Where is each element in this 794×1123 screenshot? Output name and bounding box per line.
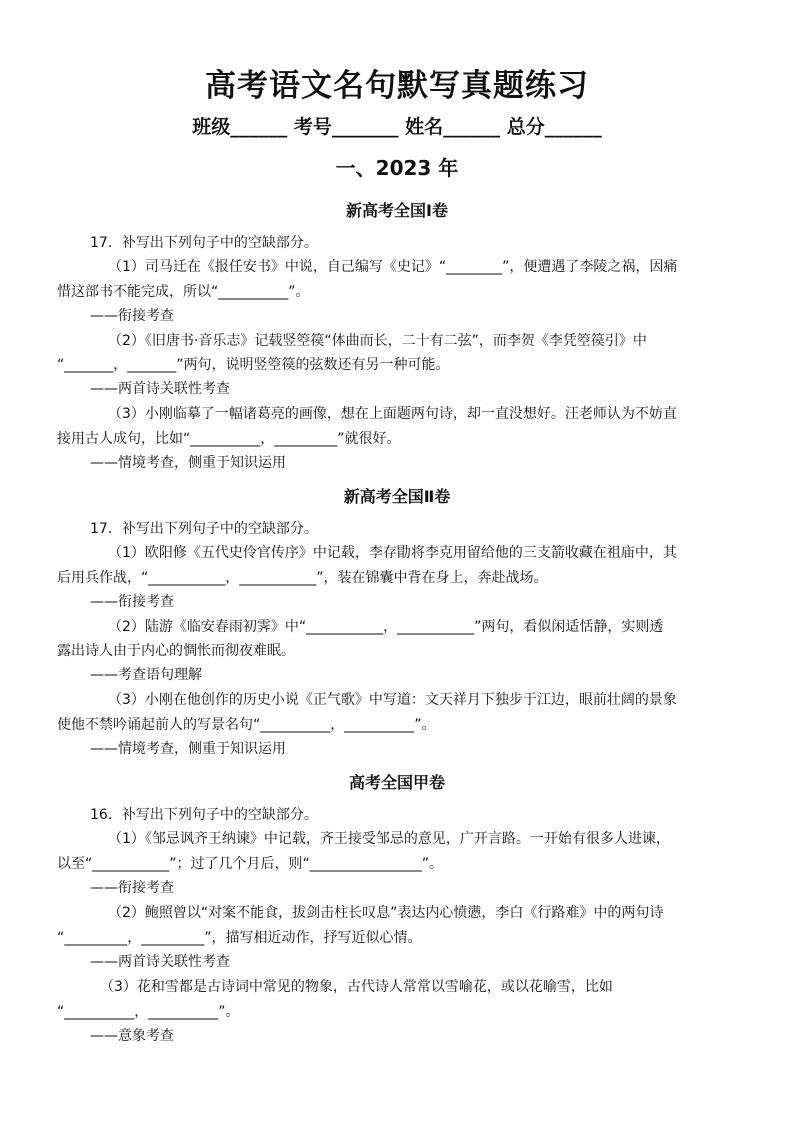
section-title: 一、2023 年: [335, 156, 459, 180]
vol2-q3-tag: ——情境考查，侧重于知识运用: [90, 741, 286, 757]
vol3-q2-line1: （2）鲍照曾以“对案不能食，拔剑击柱长叹息”表达内心愤懑，李白《行路难》中的两句诗: [108, 905, 664, 921]
number-label: 考号: [293, 116, 332, 138]
vol1-question: 17．补写出下列句子中的空缺部分。: [90, 235, 318, 251]
vol3-q3-line1: （3）花和雪都是古诗词中常见的物象，古代诗人常常以雪喻花，或以花喻雪，比如: [100, 979, 613, 995]
score-blank[interactable]: ______: [544, 116, 602, 138]
page-title: 高考语文名句默写真题练习: [205, 68, 589, 104]
vol2-q2-line1: （2）陆游《临安春雨初霁》中“___________，___________”两句，看似闲适恬静，实则透: [108, 619, 664, 635]
score-label: 总分: [506, 116, 545, 138]
vol2-q1-line2: 后用兵作战，“___________，___________”，装在锦囊中背在身上，奔赴战场。: [57, 570, 548, 586]
vol2-title: 新高考全国Ⅱ卷: [343, 487, 451, 506]
vol1-q3-tag: ——情境考查，侧重于知识运用: [90, 455, 286, 471]
name-blank[interactable]: ______: [443, 116, 501, 138]
vol3-q3-line2: “__________，__________”。: [57, 1004, 240, 1020]
vol3-question: 16．补写出下列句子中的空缺部分。: [90, 807, 318, 823]
vol2-q2-tag: ——考查语句理解: [90, 667, 202, 683]
vol3-q1-line2: 以至“___________”；过了几个月后，则“________________”。: [57, 856, 444, 872]
vol3-q2-line2: “_________，_________”，描写相近动作，抒写近似心情。: [57, 930, 422, 946]
vol1-title: 新高考全国Ⅰ卷: [346, 201, 448, 220]
vol1-q3-line1: （3）小刚临摹了一幅诸葛亮的画像，想在上面题两句诗，却一直没想好。汪老师认为不妨直: [108, 406, 677, 422]
vol1-q2-tag: ——两首诗关联性考查: [90, 381, 230, 397]
vol1-q1-line1: （1）司马迁在《报任安书》中说，自己编写《史记》“________”，便遭遇了李陵之祸，因痛: [108, 259, 678, 275]
vol1-q1-tag: ——衔接考查: [90, 308, 174, 324]
vol2-q3-line2: 使他不禁吟诵起前人的写景名句“__________，__________”。: [57, 717, 436, 733]
vol2-q3-line1: （3）小刚在他创作的历史小说《正气歌》中写道：文天祥月下独步于江边，眼前壮阔的景象: [108, 692, 677, 708]
name-label: 姓名: [405, 116, 444, 138]
vol3-q2-tag: ——两首诗关联性考查: [90, 954, 230, 970]
student-info-line: [0, 112, 794, 139]
vol3-q3-tag: ——意象考查: [90, 1028, 174, 1044]
vol1-q2-line1: （2）《旧唐书·音乐志》记载竖箜篌“体曲而长，二十有二弦”，而李贺《李凭箜篌引》中: [108, 333, 647, 349]
vol3-q1-tag: ——衔接考查: [90, 880, 174, 896]
vol1-q1-line2: 惜这部书不能完成，所以“__________”。: [57, 284, 310, 300]
vol2-question: 17．补写出下列句子中的空缺部分。: [90, 521, 318, 537]
number-blank[interactable]: _______: [331, 116, 399, 138]
vol2-q1-tag: ——衔接考查: [90, 594, 174, 610]
vol1-q3-line2: 接用古人成句，比如“__________，_________”就很好。: [57, 431, 401, 447]
vol2-q2-line2: 露出诗人由于内心的惆怅而彻夜难眠。: [57, 643, 295, 659]
vol1-q2-line2: “_______，_______”两句，说明竖箜篌的弦数还有另一种可能。: [57, 357, 450, 373]
class-label: 班级: [192, 116, 231, 138]
vol2-q1-line1: （1）欧阳修《五代史伶官传序》中记载，李存勖将李克用留给他的三支箭收藏在祖庙中，其: [108, 545, 677, 561]
class-blank[interactable]: ______: [230, 116, 288, 138]
vol3-q1-line1: （1）《邹忌讽齐王纳谏》中记载，齐王接受邹忌的意见，广开言路。一开始有很多人进谏，: [108, 831, 670, 847]
vol3-title: 高考全国甲卷: [348, 773, 445, 792]
